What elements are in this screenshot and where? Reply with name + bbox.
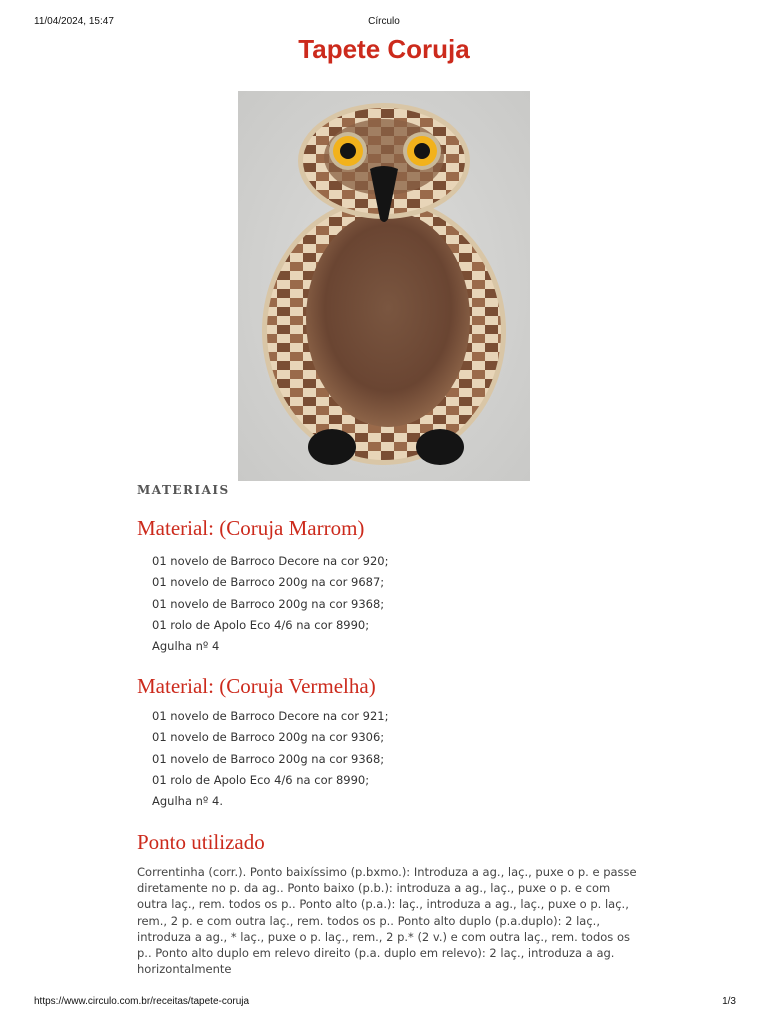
section-label-materiais: MATERIAIS — [137, 483, 230, 497]
print-site-title: Círculo — [368, 16, 400, 27]
owl-belly — [306, 211, 470, 427]
heading-material-coruja-marrom: Material: (Coruja Marrom) — [137, 516, 365, 540]
owl-right-pupil — [414, 143, 430, 159]
list-item: 01 rolo de Apolo Eco 4/6 na cor 8990; — [152, 772, 370, 787]
page-url-link[interactable]: https://www.circulo.com.br/receitas/tapete-coruja — [34, 996, 250, 1007]
heading-material-coruja-vermelha: Material: (Coruja Vermelha) — [137, 674, 376, 698]
materials-list-vermelha — [152, 706, 388, 812]
page-number: 1/3 — [722, 996, 736, 1007]
materials-list-marrom — [152, 551, 388, 657]
list-item: Agulha nº 4. — [152, 794, 223, 809]
heading-ponto-utilizado: Ponto utilizado — [137, 830, 265, 854]
page-title: Tapete Coruja — [298, 34, 470, 64]
list-item: 01 novelo de Barroco Decore na cor 921; — [152, 709, 389, 723]
print-footer — [0, 996, 768, 1010]
print-datetime: 11/04/2024, 15:47 — [34, 16, 114, 27]
list-item: 01 rolo de Apolo Eco 4/6 na cor 8990; — [152, 617, 370, 632]
owl-left-foot — [308, 429, 356, 465]
list-item: 01 novelo de Barroco 200g na cor 9306; — [152, 730, 385, 745]
owl-rug-photo — [238, 91, 530, 481]
list-item: 01 novelo de Barroco 200g na cor 9368; — [152, 596, 385, 611]
list-item: Agulha nº 4 — [152, 639, 220, 654]
list-item: 01 novelo de Barroco Decore na cor 920; — [152, 554, 389, 568]
print-header — [0, 16, 768, 30]
ponto-description: Correntinha (corr.). Ponto baixíssimo (p.bxmo.): Introduza a ag., laç., puxe o p. e passe diretamente no p. da ag.. Ponto baixo (p.b.): introduza a ag., laç., puxe o p. e com outra laç., rem. todos os p.. Ponto alto (p.a.): laç., introduza a ag., laç., puxe o p. laç., rem., 2 p. e com outra laç., rem. todos os p.. Ponto alto duplo (p.a.duplo): 2 laç., introduza a ag., * laç., puxe o p. laç., rem., 2 p.* (2 v.) e com outra laç., rem. todos os p.. Ponto alto duplo em relevo direito (p.a. duplo em relevo): 2 laç., introduza a ag. horizontalmente — [137, 865, 637, 977]
list-item: 01 novelo de Barroco 200g na cor 9687; — [152, 575, 385, 590]
list-item: 01 novelo de Barroco 200g na cor 9368; — [152, 751, 385, 766]
owl-left-pupil — [340, 143, 356, 159]
owl-right-foot — [416, 429, 464, 465]
